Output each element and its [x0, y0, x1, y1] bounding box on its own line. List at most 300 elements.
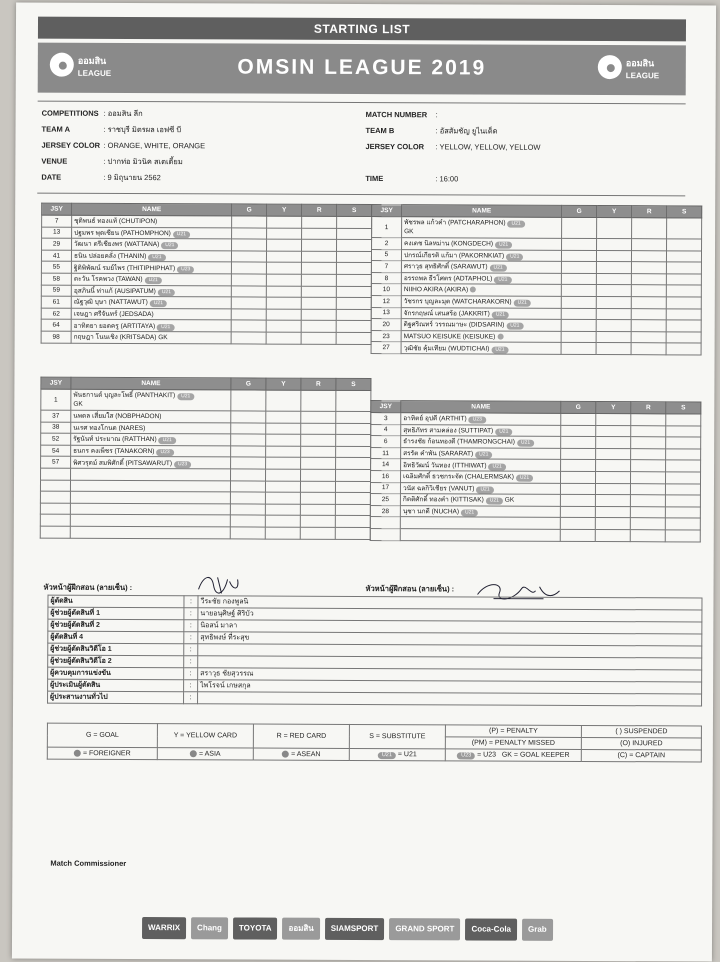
- foreigner-icon: [74, 750, 81, 757]
- stat-cell: [302, 228, 337, 240]
- divider: [37, 193, 685, 197]
- stat-cell: [266, 309, 301, 321]
- player-name-cell: [71, 250, 231, 262]
- stat-cell: [596, 250, 631, 262]
- goalkeeper-label: GK: [504, 497, 515, 505]
- official-role: ผู้ตัดสินที่ 4: [48, 631, 184, 644]
- player-name: ดิฐศริณทร์ วรรณมาษะ (DIDSARIN): [403, 321, 505, 330]
- age-badge: U21: [159, 438, 176, 445]
- official-role: ผู้ประเมินผู้ตัดสิน: [48, 679, 184, 692]
- jersey-number: 41: [41, 250, 71, 262]
- player-name-cell: [402, 217, 562, 239]
- stat-cell: [666, 414, 701, 426]
- league-logo-right: ออมสิน LEAGUE: [594, 53, 678, 87]
- stat-cell: [266, 446, 301, 458]
- player-name-cell: [72, 238, 232, 250]
- column-header: JSY: [42, 203, 72, 215]
- player-row: [41, 389, 371, 411]
- player-name: นุชา นกดี (NUCHA): [402, 508, 460, 516]
- jersey-number: 27: [371, 342, 401, 354]
- player-name: ธนิน ปล่อยคลั่ง (THANIN): [73, 252, 147, 261]
- stat-cell: [595, 471, 630, 483]
- player-name: ณัฐวุฒิ บุษา (NATTAWUT): [73, 299, 148, 307]
- column-header: JSY: [41, 377, 71, 389]
- stat-cell: [232, 216, 267, 228]
- player-name-cell: [71, 445, 231, 457]
- league-banner: [38, 43, 686, 96]
- stat-cell: [266, 411, 301, 423]
- official-row: ผู้ช่วยผู้ตัดสินวิดีโอ 1 :: [48, 643, 702, 658]
- column-header: NAME: [72, 203, 232, 216]
- stat-cell: [596, 437, 631, 449]
- stat-cell: [561, 460, 596, 472]
- stat-cell: [301, 411, 336, 423]
- jersey-number: 2: [372, 238, 402, 250]
- column-header: NAME: [401, 401, 561, 414]
- player-name-cell: [71, 273, 231, 285]
- foreigner-icon: [470, 287, 476, 293]
- player-name: นเรศ ทองโกนด (NARES): [73, 424, 146, 432]
- player-name-cell: [71, 262, 231, 274]
- official-name: ไพโรจน์ เกษสกุล: [198, 680, 702, 694]
- stat-cell: [630, 495, 665, 507]
- stat-cell: [266, 320, 301, 332]
- sponsor-logo: SIAMSPORT: [325, 918, 385, 940]
- stat-cell: [231, 251, 266, 263]
- sponsor-logo: WARRIX: [142, 917, 186, 939]
- jersey-number: 3: [371, 413, 401, 425]
- stat-cell: [667, 218, 702, 239]
- match-commissioner-label: Match Commissioner: [50, 858, 127, 868]
- coach-b-signature-label: หัวหน้าผู้ฝึกสอน (ลายเซ็น) :: [365, 584, 455, 594]
- age-badge: U21: [177, 393, 194, 400]
- player-name: คงเดช นิลหม่าน (KONGDECH): [404, 240, 494, 248]
- column-header: R: [632, 206, 667, 218]
- player-name: ศราวุธ สุทธิศักดิ์ (SARAWUT): [403, 263, 488, 272]
- column-header: G: [232, 204, 267, 216]
- official-name: [198, 692, 702, 706]
- age-badge: U21: [495, 428, 512, 435]
- jersey-number: 64: [41, 319, 71, 331]
- jersey-number: 28: [370, 505, 400, 517]
- stat-cell: [337, 240, 372, 252]
- official-role: ผู้ควบคุมการแข่งขัน: [48, 667, 184, 680]
- stat-cell: [561, 448, 596, 460]
- stat-cell: [666, 425, 701, 437]
- sponsor-logo: Chang: [191, 917, 228, 939]
- jersey-number: 54: [41, 445, 71, 457]
- u23-chip: U23: [457, 752, 475, 759]
- player-name: วุฒิชัย คุ้มเทียม (WUDTICHAI): [403, 344, 490, 353]
- stat-cell: [301, 332, 336, 344]
- stat-cell: [301, 423, 336, 435]
- player-name: สรรัต คำพัน (SARARAT): [403, 450, 474, 458]
- age-badge: U21: [161, 243, 178, 250]
- player-name: อาทิตย์ อุปดี (ARTHIT): [403, 415, 467, 423]
- stat-cell: [231, 390, 266, 411]
- stat-cell: [666, 449, 701, 461]
- goalkeeper-label: GK: [404, 228, 414, 236]
- player-name-cell: [400, 505, 560, 517]
- jersey-number: 37: [41, 410, 71, 422]
- stat-cell: [596, 296, 631, 308]
- official-row: ผู้ควบคุมการแข่งขัน : สราวุธ ชัยสุวรรณ: [48, 667, 702, 682]
- stat-cell: [561, 413, 596, 425]
- stat-cell: [597, 239, 632, 251]
- league-logo-icon: [598, 55, 622, 79]
- stat-cell: [631, 262, 666, 274]
- stat-cell: [632, 218, 667, 239]
- player-name: อรรถพล ธีรโศตร (ADTAPHOL): [403, 275, 493, 283]
- stat-cell: [666, 343, 701, 355]
- stat-cell: [666, 274, 701, 286]
- match-info-right: MATCH NUMBER : TEAM B : อัสสัมชัญ ยูไนเต็ด JERSEY COLOR : YELLOW, YELLOW, YELLOW TIME : 16:00: [365, 110, 541, 184]
- stat-cell: [231, 434, 266, 446]
- jersey-number: 23: [371, 330, 401, 342]
- player-name-cell: [401, 413, 561, 425]
- stat-cell: [337, 228, 372, 240]
- stat-cell: [666, 285, 701, 297]
- stat-cell: [231, 457, 266, 469]
- column-header: Y: [267, 204, 302, 216]
- team-b-starters-table: [371, 204, 703, 355]
- sponsor-logo: TOYOTA: [233, 917, 278, 939]
- stat-cell: [231, 423, 266, 435]
- stat-cell: [266, 390, 301, 411]
- column-header: JSY: [371, 401, 401, 413]
- column-header: R: [301, 378, 336, 390]
- stat-cell: [231, 297, 266, 309]
- stat-cell: [266, 274, 301, 286]
- stat-cell: [336, 298, 371, 310]
- jersey-number: 57: [41, 456, 71, 468]
- stat-cell: [231, 274, 266, 286]
- player-name-cell: [401, 447, 561, 459]
- column-header: NAME: [71, 377, 231, 390]
- stat-cell: [266, 251, 301, 263]
- asia-icon: [190, 750, 197, 757]
- stat-cell: [596, 320, 631, 332]
- team-b-subs-table: [370, 400, 702, 542]
- official-role: ผู้ช่วยผู้ตัดสินที่ 1: [48, 607, 184, 620]
- stat-cell: [596, 425, 631, 437]
- player-name: สุทธิภัทร สามคล่อง (SUTTIPAT): [403, 427, 494, 435]
- stat-cell: [631, 308, 666, 320]
- player-row: [372, 217, 702, 239]
- age-badge: U21: [461, 509, 478, 516]
- empty-row: [370, 528, 700, 541]
- stat-cell: [267, 216, 302, 228]
- stat-cell: [231, 285, 266, 297]
- jersey-number: 20: [371, 319, 401, 331]
- stat-cell: [231, 262, 266, 274]
- stat-cell: [302, 239, 337, 251]
- official-row: ผู้ตัดสิน : วีระชัย กองพูลนิ: [48, 595, 702, 610]
- official-row: ผู้ช่วยผู้ตัดสินที่ 2 : นิอสน์ มาลา: [48, 619, 702, 634]
- stat-cell: [336, 411, 371, 423]
- stat-cell: [631, 425, 666, 437]
- stat-cell: [666, 332, 701, 344]
- age-badge: U21: [517, 440, 534, 447]
- age-badge: U23: [156, 449, 173, 456]
- stat-cell: [232, 239, 267, 251]
- stat-cell: [561, 437, 596, 449]
- age-badge: U21: [508, 221, 525, 228]
- stat-cell: [337, 216, 372, 228]
- age-badge: U21: [476, 486, 493, 493]
- player-name-cell: [400, 482, 560, 494]
- jersey-number: 55: [41, 261, 71, 273]
- jersey-number: 13: [42, 227, 72, 239]
- player-name-cell: [401, 436, 561, 448]
- column-header: NAME: [402, 205, 562, 218]
- legend-table: G = GOAL Y = YELLOW CARD R = RED CARD S = SUBSTITUTE (P) = PENALTY ( ) SUSPENDED (PM) = PENALTY MISSED (O) INJURED = FOREIGNER = ASIA = ASEAN U21 = U21 U23 = U23 GK = GOAL KEEPER (C) = CAPTAIN: [47, 723, 702, 763]
- stat-cell: [336, 390, 371, 411]
- stat-cell: [336, 286, 371, 298]
- stat-cell: [666, 320, 701, 332]
- stat-cell: [596, 414, 631, 426]
- player-name: พันธกานต์ บุญละโพธิ์ (PANTHAKIT): [73, 391, 176, 400]
- stat-cell: [631, 320, 666, 332]
- stat-cell: [632, 239, 667, 251]
- stat-cell: [666, 297, 701, 309]
- stat-cell: [336, 458, 371, 470]
- stat-cell: [336, 309, 371, 321]
- stat-cell: [665, 483, 700, 495]
- player-name: กิตติศักดิ์ ทองคำ (KITTISAK): [402, 496, 484, 504]
- player-name-cell: [400, 471, 560, 483]
- player-name-cell: [401, 319, 561, 331]
- jersey-number: 59: [41, 285, 71, 297]
- stat-cell: [665, 495, 700, 507]
- stat-cell: [231, 332, 266, 344]
- starting-list-sheet: [12, 2, 716, 961]
- player-name-cell: [71, 410, 231, 422]
- player-name: ฐิติพิพัฒน์ รมย์ไพร (THITIPHIPHAT): [73, 264, 176, 272]
- stat-cell: [596, 285, 631, 297]
- player-name-cell: [71, 320, 231, 332]
- player-name: รัฐนันท์ ประมาณ (RATTHAN): [73, 436, 157, 444]
- stat-cell: [596, 460, 631, 472]
- sponsor-logo: Grab: [522, 919, 553, 941]
- player-name: พัชรพล แก้วคำ (PATCHARAPHON): [404, 219, 506, 227]
- stat-cell: [560, 495, 595, 507]
- column-header: R: [631, 402, 666, 414]
- stat-cell: [666, 262, 701, 274]
- player-name-cell: [401, 261, 561, 273]
- stat-cell: [596, 308, 631, 320]
- age-badge: U21: [148, 254, 165, 261]
- player-name: วัชรกร บุญละมุด (WATCHARAKORN): [403, 298, 512, 306]
- stat-cell: [596, 273, 631, 285]
- stat-cell: [561, 250, 596, 262]
- stat-cell: [561, 308, 596, 320]
- age-badge: U21: [516, 475, 533, 482]
- player-name-cell: [72, 215, 232, 227]
- sponsor-logo: ออมสิน: [282, 918, 319, 940]
- team-a-starters-table: [41, 203, 373, 345]
- stat-cell: [631, 331, 666, 343]
- stat-cell: [561, 296, 596, 308]
- stat-cell: [595, 495, 630, 507]
- official-name: นิอสน์ มาลา: [198, 620, 702, 634]
- player-name-cell: [401, 330, 561, 342]
- player-name-cell: [402, 238, 562, 250]
- official-role: ผู้ช่วยผู้ตัดสินวิดีโอ 1: [48, 643, 184, 656]
- stat-cell: [666, 437, 701, 449]
- jersey-number: 11: [371, 447, 401, 459]
- stat-cell: [595, 506, 630, 518]
- stat-cell: [630, 506, 665, 518]
- stat-cell: [561, 425, 596, 437]
- stat-cell: [266, 332, 301, 344]
- player-name: ธนกร คงเพ็ชร (TANAKORN): [73, 447, 155, 456]
- jersey-number: 5: [371, 249, 401, 261]
- age-badge: U23: [469, 417, 486, 424]
- match-info-left: COMPETITIONS : ออมสิน ลีก TEAM A : ราชบุรี มิตรผล เอฟซี บี JERSEY COLOR : ORANGE, WHITE, ORANGE VENUE : ปากท่อ มิวนิค สเตเดี้ยม DATE : 9 มิถุนายน 2562: [41, 108, 206, 183]
- stat-cell: [266, 423, 301, 435]
- jersey-number: 4: [371, 424, 401, 436]
- player-name: พิศวรุตม์ สมพิศักดิ์ (PITSAWARUT): [73, 459, 173, 467]
- stat-cell: [336, 435, 371, 447]
- stat-cell: [301, 297, 336, 309]
- player-name: เฉลิมศักดิ์ ธวชกระจัด (CHALERMSAK): [403, 473, 514, 481]
- player-name-cell: [71, 331, 231, 343]
- player-name-cell: [401, 284, 561, 296]
- sponsor-logo: GRAND SPORT: [389, 918, 460, 940]
- stat-cell: [336, 446, 371, 458]
- stat-cell: [562, 217, 597, 238]
- age-badge: U21: [494, 277, 511, 284]
- player-name: วัฒนา ตรีเชียงพร (WATTANA): [74, 241, 160, 249]
- stat-cell: [301, 390, 336, 411]
- stat-cell: [631, 414, 666, 426]
- stat-cell: [561, 273, 596, 285]
- column-header: R: [302, 204, 337, 216]
- stat-cell: [301, 274, 336, 286]
- stat-cell: [301, 434, 336, 446]
- stat-cell: [266, 286, 301, 298]
- stat-cell: [266, 297, 301, 309]
- jersey-number: 25: [370, 494, 400, 506]
- stat-cell: [301, 251, 336, 263]
- age-badge: U21: [491, 346, 508, 353]
- jersey-number: 1: [41, 389, 71, 410]
- stat-cell: [630, 483, 665, 495]
- stat-cell: [597, 218, 632, 239]
- official-row: ผู้ประเมินผู้ตัดสิน : ไพโรจน์ เกษสกุล: [48, 679, 702, 694]
- stat-cell: [560, 506, 595, 518]
- u21-chip: U21: [378, 752, 396, 759]
- official-role: ผู้ตัดสิน: [48, 595, 184, 608]
- player-name: เจษฎา ศรีจันทร์ (JEDSADA): [73, 310, 154, 319]
- official-name: สุทธิพงษ์ ที่ระสุข: [198, 632, 702, 646]
- official-row: ผู้ช่วยผู้ตัดสินที่ 1 : นายอนุศิษฐ์ ศิริบัว: [48, 607, 702, 622]
- jersey-number: 17: [370, 482, 400, 494]
- age-badge: U21: [173, 231, 190, 238]
- jersey-number: 7: [42, 215, 72, 227]
- player-name: อาทิตยา ยอดครู (ARTITAYA): [73, 322, 156, 330]
- stat-cell: [232, 228, 267, 240]
- team-a-subs-table: [40, 377, 372, 540]
- stat-cell: [665, 507, 700, 519]
- coach-a-signature-label: หัวหน้าผู้ฝึกสอน (ลายเซ็น) :: [43, 582, 133, 592]
- official-role: ผู้ประสานงานทั่วไป: [48, 691, 184, 704]
- player-name: ปฐมพร พุดเซียน (PATHOMPHON): [74, 229, 171, 238]
- player-name-cell: [71, 433, 231, 445]
- official-row: ผู้ช่วยผู้ตัดสินวิดีโอ 2 :: [48, 655, 702, 670]
- player-name-cell: [71, 285, 231, 297]
- stat-cell: [631, 250, 666, 262]
- stat-cell: [596, 448, 631, 460]
- sponsor-strip: [142, 917, 553, 941]
- player-name-cell: [72, 227, 232, 239]
- player-name-cell: [401, 459, 561, 471]
- foreigner-icon: [497, 333, 503, 339]
- age-badge: U21: [492, 311, 509, 318]
- player-name-cell: [401, 249, 561, 261]
- age-badge: U21: [514, 300, 531, 307]
- player-name: จักรกฤษณ์ เสนสร้อ (JAKKRIT): [403, 310, 490, 318]
- stat-cell: [561, 320, 596, 332]
- column-header: S: [337, 204, 372, 216]
- stat-cell: [631, 343, 666, 355]
- stat-cell: [231, 309, 266, 321]
- age-badge: U21: [145, 277, 162, 284]
- stat-cell: [231, 446, 266, 458]
- age-badge: U23: [174, 461, 191, 468]
- league-title: OMSIN LEAGUE 2019: [237, 55, 487, 80]
- age-badge: U21: [475, 452, 492, 459]
- coach-a-signature: [193, 571, 243, 597]
- column-header: G: [561, 401, 596, 413]
- age-badge: U21: [158, 289, 175, 296]
- stat-cell: [267, 228, 302, 240]
- player-name: ปกรณ์เกียรติ แก้มา (PAKORNKIAT): [403, 252, 505, 260]
- player-name-cell: [71, 457, 231, 469]
- stat-cell: [666, 308, 701, 320]
- stat-cell: [561, 285, 596, 297]
- player-name: กฤษฎา โนนเชิง (KRITSADA) GK: [73, 333, 168, 342]
- age-badge: U21: [489, 463, 506, 470]
- official-row: ผู้ตัดสินที่ 4 : สุทธิพงษ์ ที่ระสุข: [48, 631, 702, 646]
- stat-cell: [631, 273, 666, 285]
- stat-cell: [266, 457, 301, 469]
- column-header: Y: [596, 402, 631, 414]
- jersey-number: 14: [371, 459, 401, 471]
- stat-cell: [561, 343, 596, 355]
- player-name: อิทธิวัฒน์ วันทอง (ITTHIWAT): [403, 461, 487, 470]
- stat-cell: [336, 332, 371, 344]
- age-badge: U21: [490, 265, 507, 272]
- stat-cell: [596, 331, 631, 343]
- stat-cell: [336, 274, 371, 286]
- stat-cell: [562, 238, 597, 250]
- player-name-cell: [71, 296, 231, 308]
- player-name-cell: [71, 308, 231, 320]
- jersey-number: 6: [371, 436, 401, 448]
- starting-list-title: STARTING LIST: [38, 17, 686, 42]
- official-name: สราวุธ ชัยสุวรรณ: [198, 668, 702, 682]
- stat-cell: [336, 423, 371, 435]
- column-header: S: [336, 378, 371, 390]
- stat-cell: [596, 343, 631, 355]
- stat-cell: [301, 446, 336, 458]
- stat-cell: [301, 458, 336, 470]
- jersey-number: 7: [371, 261, 401, 273]
- stat-cell: [266, 434, 301, 446]
- column-header: S: [666, 402, 701, 414]
